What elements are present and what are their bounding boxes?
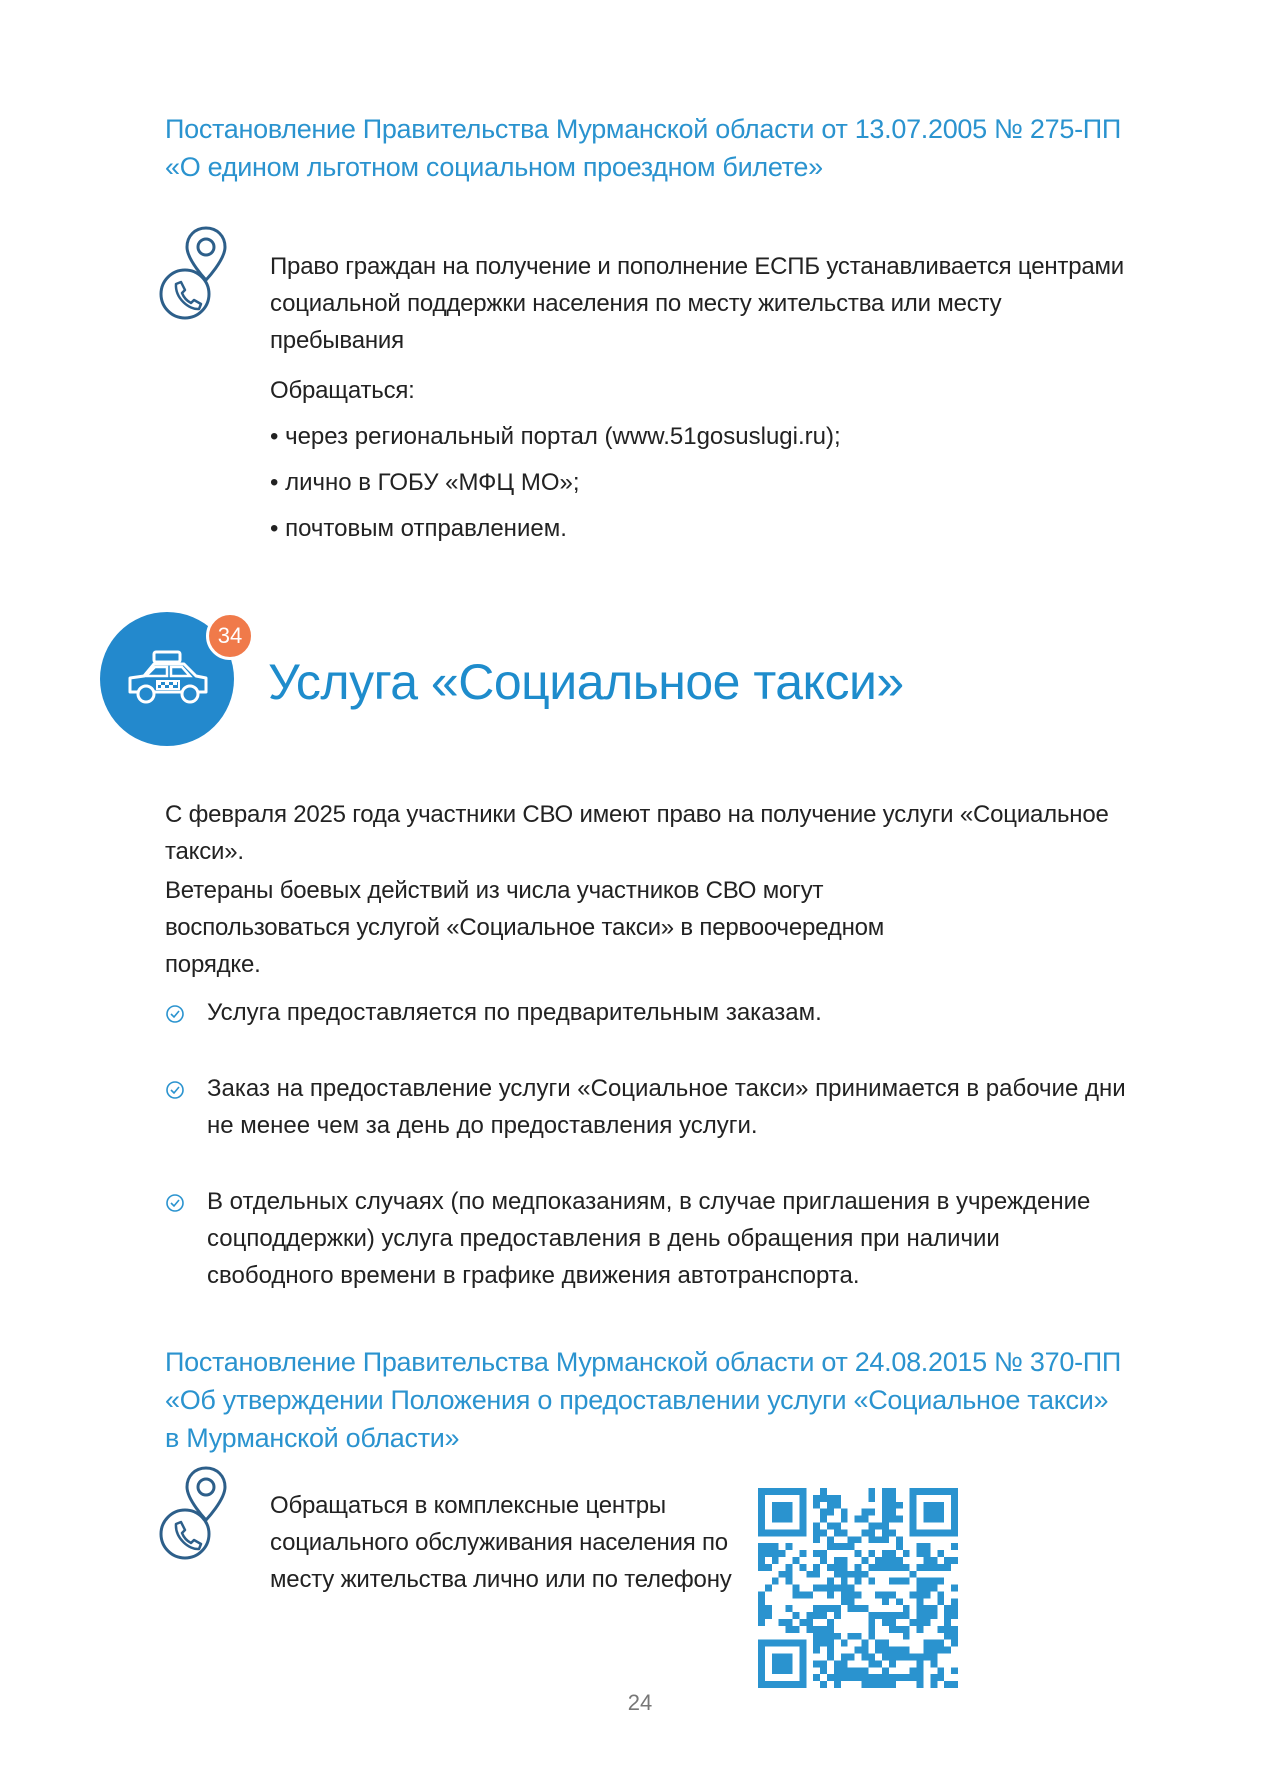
apply-label: Обращаться:	[270, 377, 415, 404]
espb-rights-text: Право граждан на получение и пополнение ЕСПБ устанавливается центрами социальной поддержки населения по месту жительства или месту пребывания	[270, 253, 1125, 354]
intro-paragraph-2: Ветераны боевых действий из числа участников СВО могут воспользоваться услугой «Социальное такси» в первоочередном порядке.	[165, 877, 885, 978]
check-circle-icon	[165, 1193, 185, 1213]
apply-item-mfc: • лично в ГОБУ «МФЦ МО»;	[270, 469, 580, 496]
location-phone-icon	[155, 1464, 235, 1564]
page-number: 24	[627, 1690, 653, 1715]
intro-paragraph-1: С февраля 2025 года участники СВО имеют право на получение услуги «Социальное такси».	[165, 801, 1109, 865]
apply-item-portal: • через региональный портал (www.51gosuslugi.ru);	[270, 423, 841, 450]
check-item-text: Услуга предоставляется по предварительным заказам.	[207, 999, 822, 1026]
decree-link-2[interactable]: Постановление Правительства Мурманской области от 24.08.2015 № 370-ПП «Об утверждении Положения о предоставлении услуги «Социальное такси» в Мурманской области»	[165, 1347, 1121, 1453]
service-title: Услуга «Социальное такси»	[268, 654, 904, 710]
check-circle-icon	[165, 1004, 185, 1024]
service-number-badge: 34	[206, 612, 254, 660]
check-item-text: В отдельных случаях (по медпоказаниям, в случае приглашения в учреждение соцподдержки) услуга предоставления в день обращения при наличии свободного времени в графике движения автотранспорта.	[207, 1188, 1091, 1289]
apply-list	[270, 414, 1090, 552]
check-circle-icon	[165, 1080, 185, 1100]
check-item-text: Заказ на предоставление услуги «Социальное такси» принимается в рабочие дни не менее чем за день до предоставления услуги.	[207, 1075, 1126, 1139]
location-phone-icon	[155, 224, 235, 324]
contact-text: Обращаться в комплексные центры социального обслуживания населения по месту жительства лично или по телефону	[270, 1492, 732, 1593]
qr-code[interactable]	[758, 1488, 958, 1688]
apply-item-mail: • почтовым отправлением.	[270, 515, 567, 542]
decree-link-1[interactable]: Постановление Правительства Мурманской области от 13.07.2005 № 275-ПП «О едином льготном социальном проездном билете»	[165, 114, 1121, 182]
